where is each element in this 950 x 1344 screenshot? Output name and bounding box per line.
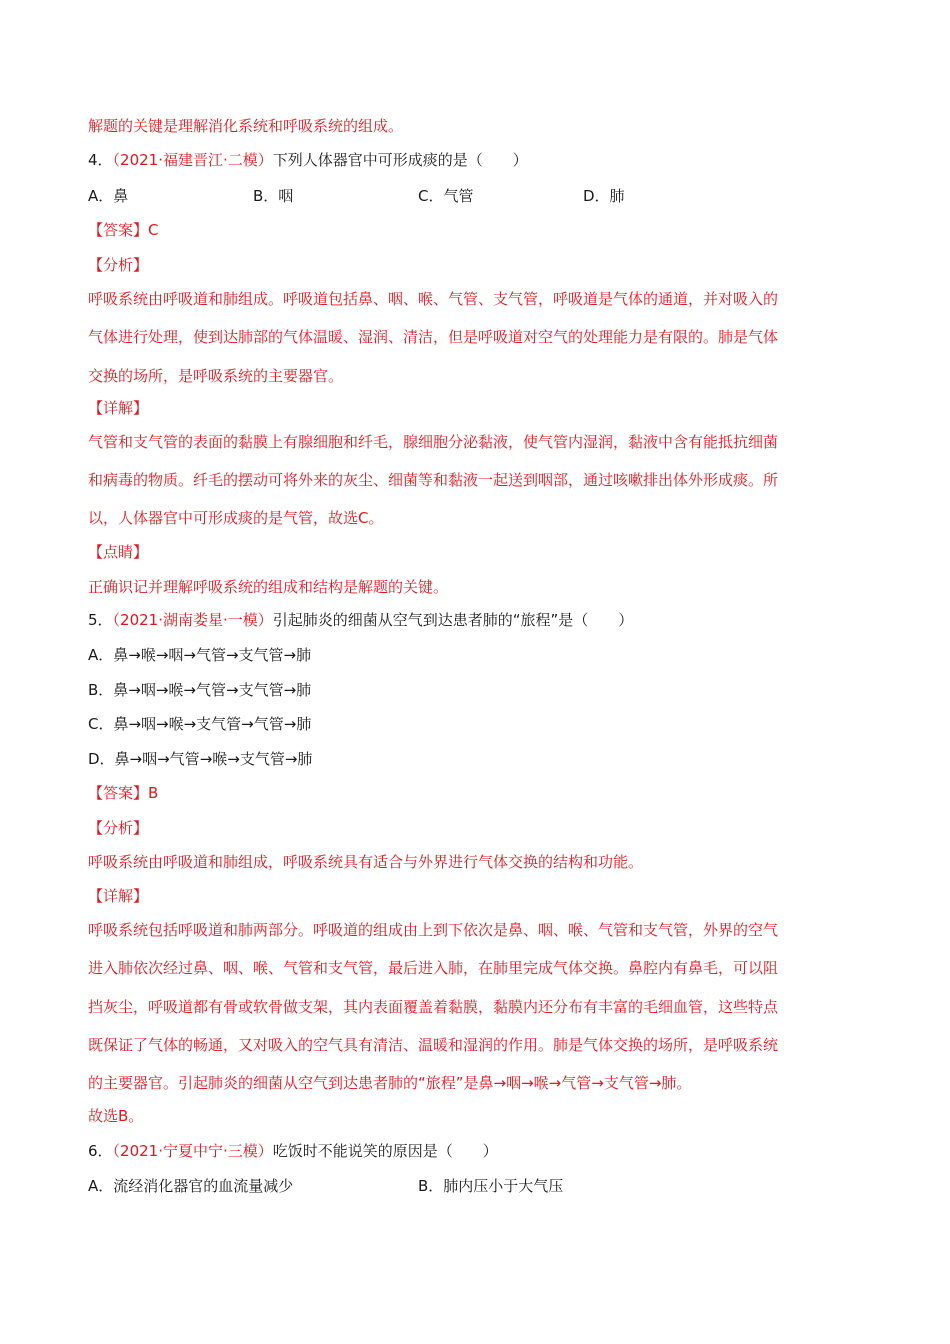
question-5-stem-line bbox=[88, 610, 633, 630]
option-b: B．肺内压小于大气压 bbox=[418, 1177, 564, 1195]
option-c: C．鼻→咽→喉→支气管→气管→肺 bbox=[88, 715, 312, 733]
option-b: B．鼻→咽→喉→气管→支气管→肺 bbox=[88, 681, 312, 699]
note-label: 【点睛】 bbox=[88, 543, 149, 561]
detail-text-line: 气管和支气管的表面的黏膜上有腺细胞和纤毛，腺细胞分泌黏液，使气管内湿润，黏液中含有能抵抗细菌 bbox=[88, 433, 779, 451]
question-source: （2021·湖南娄星·一模） bbox=[112, 611, 273, 629]
question-source: （2021·福建晋江·二模） bbox=[112, 151, 273, 169]
answer-label: 【答案】C bbox=[88, 221, 159, 239]
question-stem: 吃饭时不能说笑的原因是（ ） bbox=[272, 1142, 498, 1160]
option-a: A．流经消化器官的血流量减少 bbox=[88, 1177, 294, 1195]
detail-text-line: 以，人体器官中可形成痰的是气管，故选C。 bbox=[88, 509, 384, 527]
analysis-text-line: 气体进行处理，使到达肺部的气体温暖、湿润、清洁，但是呼吸道对空气的处理能力是有限的。肺是气体 bbox=[88, 328, 779, 346]
analysis-text-line: 交换的场所，是呼吸系统的主要器官。 bbox=[88, 367, 344, 385]
option-a: A．鼻 bbox=[88, 187, 129, 205]
detail-label: 【详解】 bbox=[88, 399, 149, 417]
option-d: D．肺 bbox=[583, 187, 625, 205]
answer-label: 【答案】B bbox=[88, 784, 159, 802]
question-6-stem-line bbox=[88, 1141, 498, 1161]
detail-text-line: 的主要器官。引起肺炎的细菌从空气到达患者肺的“旅程”是鼻→咽→喉→气管→支气管→肺。 bbox=[88, 1074, 692, 1092]
analysis-text-line: 呼吸系统由呼吸道和肺组成，呼吸系统具有适合与外界进行气体交换的结构和功能。 bbox=[88, 853, 644, 871]
question-number: 5． bbox=[88, 611, 113, 629]
detail-text-line: 既保证了气体的畅通，又对吸入的空气具有清洁、温暖和湿润的作用。肺是气体交换的场所，是呼吸系统 bbox=[88, 1036, 779, 1054]
detail-text-line: 进入肺依次经过鼻、咽、喉、气管和支气管，最后进入肺，在肺里完成气体交换。鼻腔内有鼻毛，可以阻 bbox=[88, 959, 779, 977]
question-stem: 引起肺炎的细菌从空气到达患者肺的“旅程”是（ ） bbox=[272, 611, 634, 629]
detail-label: 【详解】 bbox=[88, 887, 149, 905]
question-stem: 下列人体器官中可形成痰的是（ ） bbox=[272, 151, 528, 169]
prev-explanation-tail: 解题的关键是理解消化系统和呼吸系统的组成。 bbox=[88, 117, 404, 135]
option-b: B．咽 bbox=[253, 187, 294, 205]
option-c: C．气管 bbox=[418, 187, 474, 205]
detail-text-line: 和病毒的物质。纤毛的摆动可将外来的灰尘、细菌等和黏液一起送到咽部，通过咳嗽排出体外形成痰。所 bbox=[88, 471, 779, 489]
detail-text-line: 挡灰尘，呼吸道都有骨或软骨做支架，其内表面覆盖着黏膜，黏膜内还分布有丰富的毛细血管，这些特点 bbox=[88, 998, 779, 1016]
analysis-text-line: 呼吸系统由呼吸道和肺组成。呼吸道包括鼻、咽、喉、气管、支气管，呼吸道是气体的通道，并对吸入的 bbox=[88, 290, 779, 308]
analysis-label: 【分析】 bbox=[88, 256, 149, 274]
option-d: D．鼻→咽→气管→喉→支气管→肺 bbox=[88, 750, 313, 768]
question-source: （2021·宁夏中宁·三模） bbox=[112, 1142, 273, 1160]
detail-text-line: 呼吸系统包括呼吸道和肺两部分。呼吸道的组成由上到下依次是鼻、咽、喉、气管和支气管，外界的空气 bbox=[88, 921, 779, 939]
detail-text-line: 故选B。 bbox=[88, 1107, 144, 1125]
question-number: 6． bbox=[88, 1142, 113, 1160]
option-a: A．鼻→喉→咽→气管→支气管→肺 bbox=[88, 646, 312, 664]
question-number: 4． bbox=[88, 151, 113, 169]
note-text: 正确识记并理解呼吸系统的组成和结构是解题的关键。 bbox=[88, 578, 449, 596]
question-4-stem-line bbox=[88, 150, 528, 170]
analysis-label: 【分析】 bbox=[88, 819, 149, 837]
